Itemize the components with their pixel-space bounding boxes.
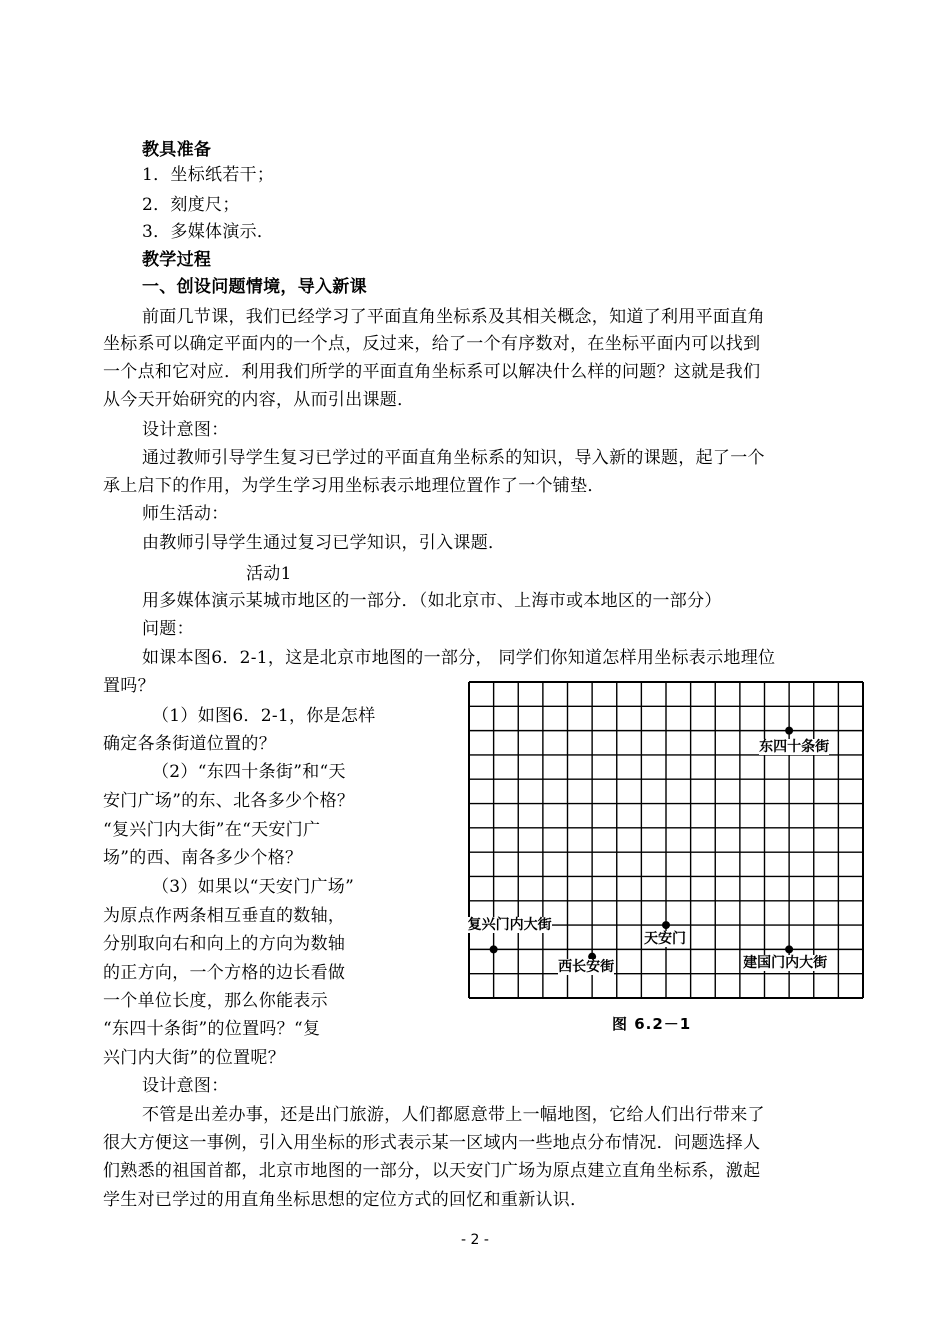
text-line: 兴门内大街”的位置呢？ [103,1048,285,1068]
text-line: 设计意图： [142,1076,229,1096]
location-label: 天安门 [644,931,686,948]
text-line: 不管是出差办事，还是出门旅游，人们都愿意带上一幅地图，它给人们出行带来了 [142,1105,765,1125]
text-line: （3）如果以“天安门广场” [152,877,355,897]
text-line: 置吗？ [103,676,155,696]
text-line: 通过教师引导学生复习已学过的平面直角坐标系的知识，导入新的课题，起了一个 [142,448,765,468]
text-line: 3．多媒体演示． [142,222,275,242]
text-line: 分别取向右和向上的方向为数轴 [103,934,346,954]
text-line: 确定各条街道位置的？ [103,734,276,754]
text-line: 从今天开始研究的内容，从而引出课题． [103,390,415,410]
text-line: 承上启下的作用，为学生学习用坐标表示地理位置作了一个铺垫． [103,476,605,496]
text-line: 学生对已学过的用直角坐标思想的定位方式的回忆和重新认识． [103,1190,588,1210]
text-line: （1）如图6．2-1，你是怎样 [152,706,376,726]
text-line: 很大方便这一事例，引入用坐标的形式表示某一区域内一些地点分布情况．问题选择人 [103,1133,761,1153]
location-label: 东四十条街 [759,738,830,755]
text-line: “复兴门内大街”在“天安门广 [103,820,321,840]
location-label: 建国门内大街 [743,955,828,972]
text-line: 由教师引导学生通过复习已学知识，引入课题． [142,533,506,553]
text-line: 的正方向，一个方格的边长看做 [103,963,346,983]
text-line: 安门广场”的东、北各多少个格？ [103,791,355,811]
page-number: - 2 - [461,1232,489,1248]
section-heading: 教具准备 [142,140,212,160]
location-label: 复兴门内大街 [467,917,552,934]
location-point [785,945,793,953]
text-line: 坐标系可以确定平面内的一个点，反过来，给了一个有序数对，在坐标平面内可以找到 [103,334,761,354]
location-label: 西长安街 [558,958,615,975]
text-line: 一个点和它对应．利用我们所学的平面直角坐标系可以解决什么样的问题？这就是我们 [103,362,761,382]
location-point [785,727,793,735]
text-line: 如课本图6．2-1，这是北京市地图的一部分， 同学们你知道怎样用坐标表示地理位 [142,648,776,668]
text-line: 设计意图： [142,420,229,440]
section-heading: 一、创设问题情境，导入新课 [142,277,367,297]
text-line: “东四十条街”的位置吗？“复 [103,1019,321,1039]
section-heading: 教学过程 [142,250,212,270]
text-line: 场”的西、南各多少个格？ [103,848,303,868]
text-line: 前面几节课，我们已经学习了平面直角坐标系及其相关概念，知道了利用平面直角 [142,307,765,327]
text-line: 1．坐标纸若干； [142,165,275,185]
text-line: （2）“东四十条街”和“天 [152,762,346,782]
text-line: 2．刻度尺； [142,195,240,215]
street-grid-figure [468,681,864,999]
figure-caption: 图 6.2－1 [612,1015,692,1033]
text-line: 用多媒体演示某城市地区的一部分．（如北京市、上海市或本地区的一部分） [142,591,722,611]
text-line: 问题： [142,619,194,639]
text-line: 们熟悉的祖国首都，北京市地图的一部分，以天安门广场为原点建立直角坐标系，激起 [103,1161,761,1181]
text-line: 为原点作两条相互垂直的数轴， [103,906,346,926]
grid-map [468,681,864,999]
text-line: 一个单位长度，那么你能表示 [103,991,328,1011]
location-point [662,921,670,929]
text-line: 师生活动： [142,504,229,524]
location-point [490,945,498,953]
text-line: 活动1 [246,564,292,584]
